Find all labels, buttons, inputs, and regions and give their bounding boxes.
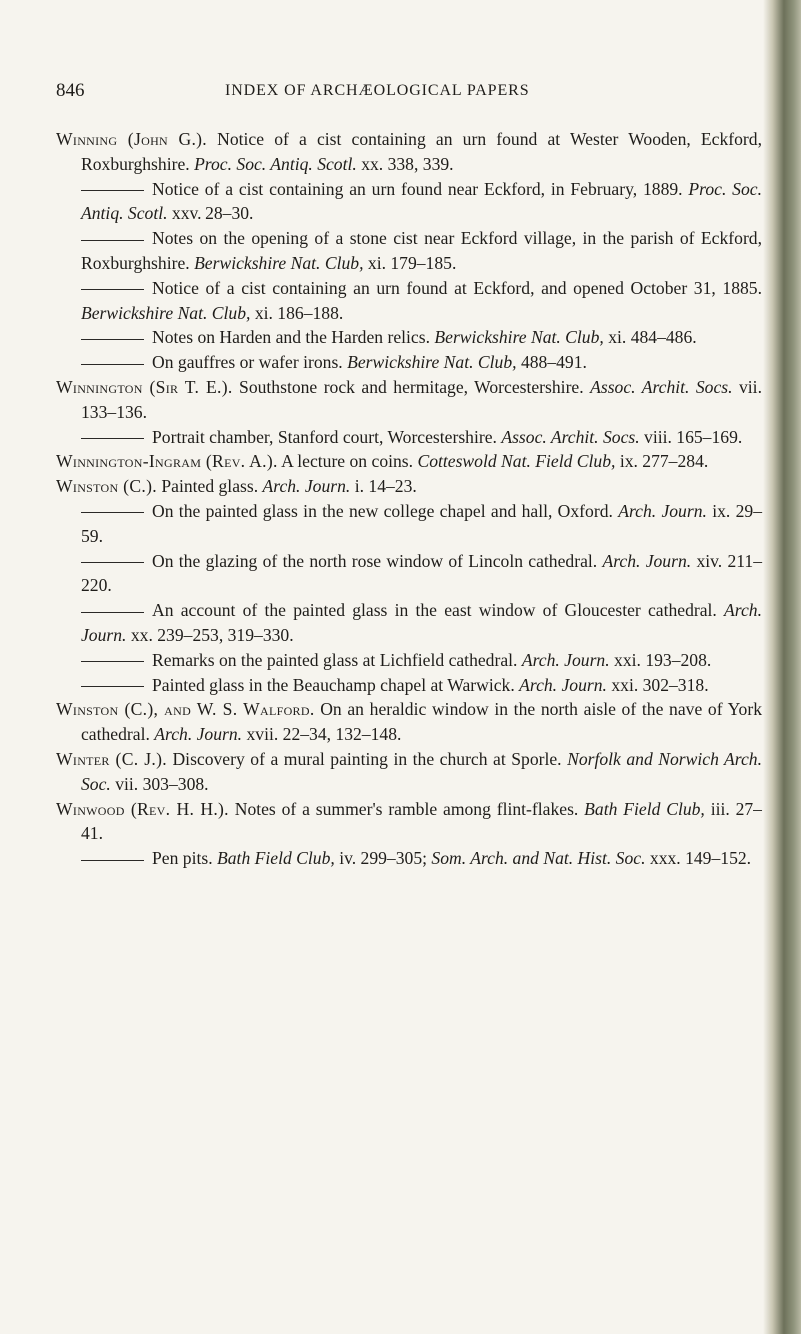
entry-title: Notes of a summer's ramble among flint-flakes. — [234, 798, 579, 819]
entry-title: An account of the painted glass in the east window of Gloucester cathedral. — [152, 600, 717, 621]
entry-title: On the painted glass in the new college chapel and hall, Oxford. — [152, 500, 613, 521]
entry-ref: 488–491. — [520, 352, 587, 373]
entry-source: Arch. Journ. — [262, 476, 351, 497]
entry-source-2: Som. Arch. and Nat. Hist. Soc. — [431, 848, 646, 869]
running-head: INDEX OF ARCHÆOLOGICAL PAPERS — [225, 82, 530, 99]
index-entry — [56, 127, 762, 177]
entry-author: Winwood (Rev. H. H.). — [56, 798, 229, 819]
page-header — [0, 80, 760, 110]
index-entry — [56, 474, 762, 499]
index-entry — [56, 648, 762, 673]
ditto-dash — [81, 686, 144, 687]
entry-ref: xxi. 302–318. — [611, 674, 709, 695]
entry-source: Berwickshire Nat. Club, — [81, 302, 251, 323]
entry-source: Arch. Journ. — [618, 500, 707, 521]
index-entries — [56, 127, 762, 871]
ditto-dash — [81, 364, 144, 365]
entry-ref: xiv. 211–220. — [81, 550, 763, 596]
entry-ref: viii. 165–169. — [644, 426, 743, 447]
ditto-dash — [81, 438, 144, 439]
entry-source: Arch. Journ. — [154, 724, 243, 745]
entry-author: Winston (C.). — [56, 476, 157, 497]
entry-title: Painted glass in the Beauchamp chapel at Warwick. — [152, 674, 515, 695]
index-entry — [56, 747, 762, 797]
entry-title: Notes on the opening of a stone cist near Eckford village, in the parish of Eckford, Roxburghshire. — [81, 228, 762, 273]
index-entry — [56, 375, 762, 425]
entry-author: Winning (John G.). — [56, 129, 208, 149]
entry-title: Painted glass. — [161, 476, 259, 497]
entry-title: On the glazing of the north rose window of Lincoln cathedral. — [152, 550, 598, 571]
entry-source: Proc. Soc. Antiq. Scotl. — [81, 178, 762, 224]
entry-ref: xi. 484–486. — [608, 327, 697, 348]
entry-ref: xxi. 193–208. — [614, 649, 712, 670]
entry-author: Winnington-Ingram (Rev. A.). — [56, 451, 278, 472]
index-entry — [56, 549, 762, 599]
ditto-dash — [81, 860, 144, 861]
entry-source: Proc. Soc. Antiq. Scotl. — [194, 153, 357, 174]
entry-source: Assoc. Archit. Socs. — [501, 426, 640, 447]
index-entry — [56, 325, 762, 350]
entry-ref: i. 14–23. — [354, 476, 417, 497]
index-entry — [56, 449, 762, 474]
entry-ref: xvii. 22–34, 132–148. — [246, 724, 402, 745]
entry-source: Assoc. Archit. Socs. — [590, 376, 733, 397]
ditto-dash — [81, 190, 144, 191]
page-number: 846 — [56, 80, 85, 101]
entry-source: Arch. Journ. — [602, 550, 692, 571]
entry-source: Bath Field Club, — [217, 848, 335, 869]
entry-title: On an heraldic window in the north aisle of the nave of York cathedral. — [81, 699, 762, 745]
entry-ref: xx. 338, 339. — [361, 153, 454, 174]
entry-title: Portrait chamber, Stanford court, Worcestershire. — [152, 426, 497, 447]
entry-title: Notice of a cist containing an urn found at Eckford, and opened October 31, 1885. — [152, 277, 762, 298]
entry-ref: xi. 179–185. — [367, 252, 457, 273]
ditto-dash — [81, 612, 144, 613]
index-entry — [56, 697, 762, 747]
ditto-dash — [81, 240, 144, 241]
index-entry — [56, 350, 762, 375]
entry-title: On gauffres or wafer irons. — [152, 352, 343, 373]
index-entry — [56, 276, 762, 326]
index-entry — [56, 598, 762, 648]
index-entry — [56, 846, 762, 871]
entry-source: Arch. Journ. — [521, 649, 610, 670]
entry-author: Winter (C. J.). — [56, 748, 167, 769]
ditto-dash — [81, 512, 144, 513]
entry-source: Arch. Journ. — [519, 674, 607, 695]
entry-ref: xi. 186–188. — [254, 302, 344, 323]
ditto-dash — [81, 289, 144, 290]
entry-source: Norfolk and Norwich Arch. Soc. — [81, 748, 762, 794]
entry-ref: iv. 299–305; — [339, 848, 428, 869]
index-entry — [56, 499, 762, 549]
entry-title: Discovery of a mural painting in the church at Sporle. — [172, 748, 562, 769]
entry-author: Winnington (Sir T. E.). — [56, 376, 233, 397]
entry-source: Bath Field Club, — [584, 798, 705, 819]
entry-title: Remarks on the painted glass at Lichfield cathedral. — [152, 649, 518, 670]
entry-ref: ix. 29–59. — [81, 500, 762, 546]
index-entry — [56, 425, 762, 450]
entry-source: Cotteswold Nat. Field Club, — [417, 451, 616, 472]
ditto-dash — [81, 562, 144, 563]
entry-title: A lecture on coins. — [281, 451, 414, 472]
entry-title: Notice of a cist containing an urn found at Wester Wooden, Eckford, Roxburghshire. — [81, 129, 762, 174]
entry-title: Notes on Harden and the Harden relics. — [152, 327, 430, 348]
ditto-dash — [81, 339, 144, 340]
index-entry — [56, 797, 762, 847]
entry-ref: xxv. 28–30. — [171, 203, 254, 224]
entry-title: Southstone rock and hermitage, Worcestershire. — [239, 376, 584, 397]
entry-author: Winston (C.), and W. S. Walford. — [56, 699, 315, 720]
page-edge-shadow — [763, 0, 801, 1334]
entry-ref: vii. 303–308. — [115, 773, 209, 794]
entry-source: Berwickshire Nat. Club, — [194, 252, 364, 273]
entry-ref: iii. 27–41. — [81, 798, 762, 844]
ditto-dash — [81, 661, 144, 662]
entry-source: Berwickshire Nat. Club, — [347, 352, 517, 373]
index-entry — [56, 177, 762, 227]
entry-ref: vii. 133–136. — [81, 376, 762, 422]
index-entry — [56, 226, 762, 276]
entry-ref: ix. 277–284. — [619, 451, 709, 472]
entry-ref-2: xxx. 149–152. — [649, 848, 752, 869]
entry-title: Notice of a cist containing an urn found near Eckford, in February, 1889. — [152, 178, 683, 199]
entry-source: Arch. Journ. — [81, 600, 762, 645]
entry-ref: xx. 239–253, 319–330. — [130, 624, 294, 645]
index-entry — [56, 673, 762, 698]
entry-source: Berwickshire Nat. Club, — [434, 327, 604, 348]
entry-title: Pen pits. — [152, 848, 213, 869]
